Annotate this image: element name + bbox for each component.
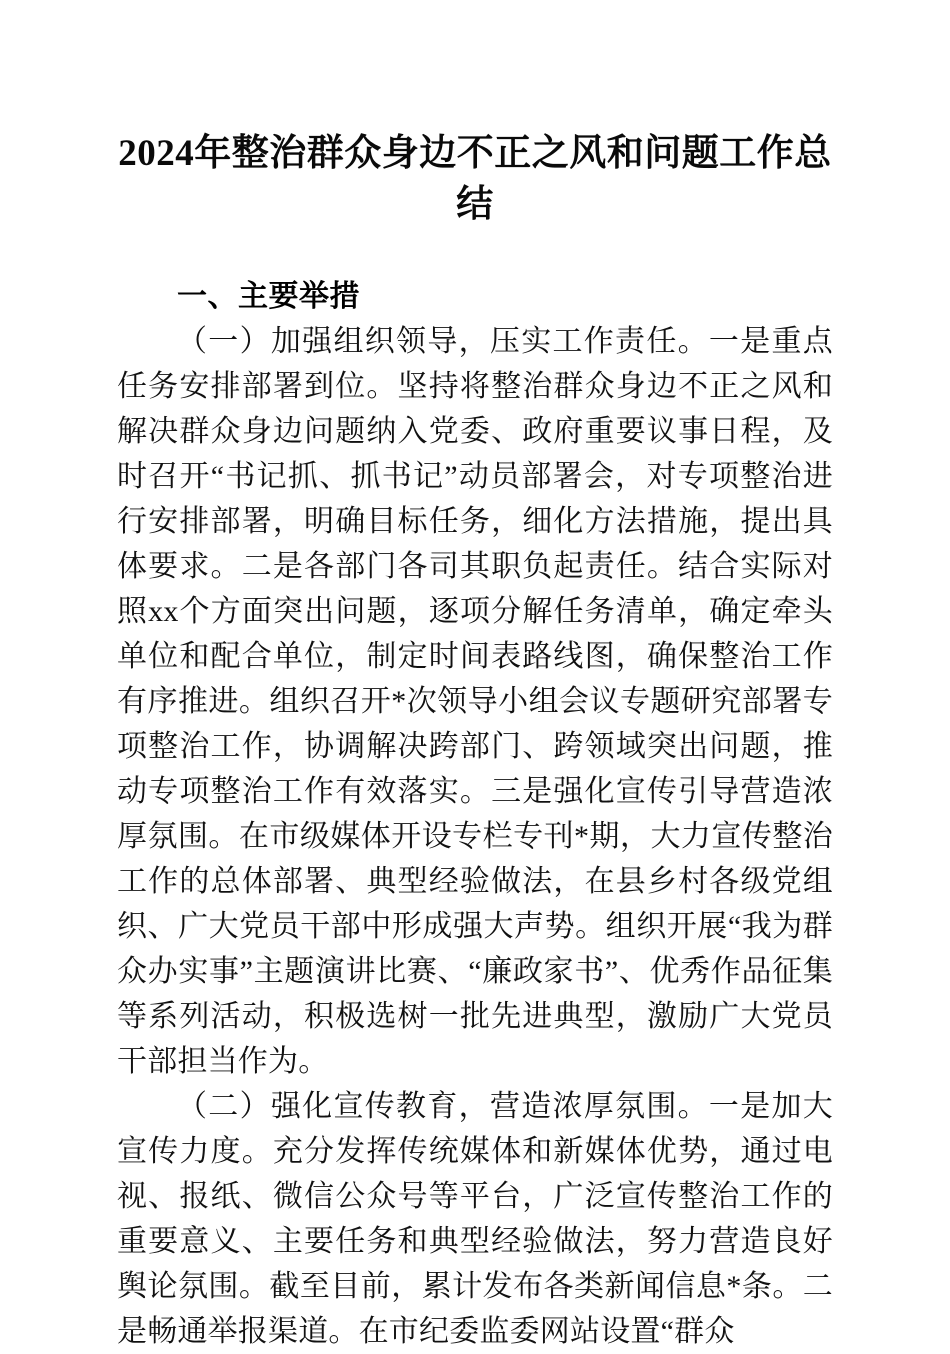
paragraph-one: （一）加强组织领导，压实工作责任。一是重点任务安排部署到位。坚持将整治群众身边不正之风和解决群众身边问题纳入党委、政府重要议事日程，及时召开“书记抓、抓书记”动员部署会，对专项整治进行安排部署，明确目标任务，细化方法措施，提出具体要求。二是各部门各司其职负起责任。结合实际对照xx个方面突出问题，逐项分解任务清单，确定牵头单位和配合单位，制定时间表路线图，确保整治工作有序推进。组织召开*次领导小组会议专题研究部署专项整治工作，协调解决跨部门、跨领域突出问题，推动专项整治工作有效落实。三是强化宣传引导营造浓厚氛围。在市级媒体开设专栏专刊*期，大力宣传整治工作的总体部署、典型经验做法，在县乡村各级党组织、广大党员干部中形成强大声势。组织开展“我为群众办实事”主题演讲比赛、“廉政家书”、优秀作品征集等系列活动，积极选树一批先进典型，激励广大党员干部担当作为。 xyxy=(117,325,833,1078)
section-heading-main-measures: 一、主要举措 xyxy=(177,280,360,313)
paragraph-two: （二）强化宣传教育，营造浓厚氛围。一是加大宣传力度。充分发挥传统媒体和新媒体优势，通过电视、报纸、微信公众号等平台，广泛宣传整治工作的重要意义、主要任务和典型经验做法，努力营造良好舆论氛围。截至目前，累计发布各类新闻信息*条。二是畅通举报渠道。在市纪委监委网站设置“群众 xyxy=(117,1090,833,1348)
page-title: 2024年整治群众身边不正之风和问题工作总结 xyxy=(118,133,832,225)
